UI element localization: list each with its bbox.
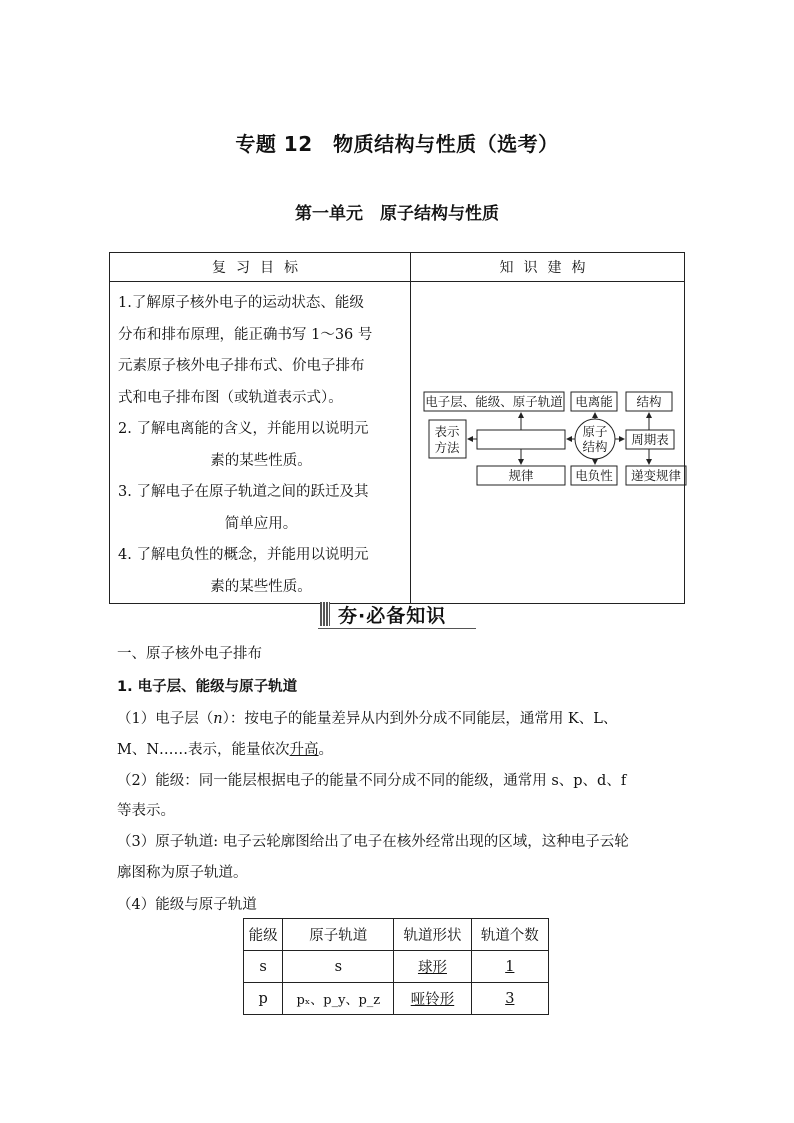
- banner-bar-icon: [320, 602, 330, 626]
- map-label-period: 周期表: [631, 432, 669, 447]
- map-label-orbitals: 电子层、能级、原子轨道: [425, 394, 563, 409]
- map-label-electroneg: 电负性: [575, 468, 613, 483]
- map-label-trend: 递变规律: [630, 468, 682, 483]
- knowledge-map: [411, 282, 699, 594]
- orbital-table-header: 轨道个数: [471, 919, 548, 951]
- orbital-table-header: 能级: [244, 919, 283, 951]
- paragraph-3-line1: （3）原子轨道: 电子云轮廓图给出了电子在核外经常出现的区域，这种电子云轮: [117, 834, 629, 850]
- orbital-table-header: 轨道形状: [394, 919, 471, 951]
- paragraph-3-line2: 廓图称为原子轨道。: [117, 865, 248, 881]
- cell-orbital: pₓ、p_y、p_z: [283, 983, 394, 1015]
- box-configuration: [477, 430, 565, 449]
- map-header: 知识建构: [411, 253, 685, 282]
- section-banner: [318, 600, 476, 629]
- cell-count: 3: [471, 983, 548, 1015]
- goal-line: 2. 了解电离能的含义，并能用以说明元: [118, 421, 369, 437]
- map-label-center-2: 结构: [582, 439, 608, 454]
- map-label-center-1: 原子: [582, 424, 608, 439]
- cell-count: 1: [471, 951, 548, 983]
- orbital-table: [243, 918, 549, 1015]
- cell-level: p: [244, 983, 283, 1015]
- map-label-repr-1: 表示: [434, 424, 460, 439]
- goal-line: 素的某些性质。: [210, 578, 312, 595]
- map-label-ionization: 电离能: [575, 394, 613, 409]
- paragraph-1-line1: （1）电子层（n）：按电子的能量差异从内到外分成不同能层，通常用 K、L、: [117, 711, 618, 727]
- goals-cell: [110, 282, 411, 604]
- goal-line: 素的某些性质。: [210, 452, 312, 469]
- heading-shells: 1. 电子层、能级与原子轨道: [117, 679, 298, 695]
- cell-orbital: s: [283, 951, 394, 983]
- table-row: [244, 983, 549, 1015]
- paragraph-1-line2: M、N……表示，能量依次升高。: [117, 742, 334, 758]
- goal-line: 元素原子核外电子排布式、价电子排布: [118, 358, 365, 374]
- overview-table: [109, 252, 685, 604]
- goal-line: 1.了解原子核外电子的运动状态、能级: [118, 295, 364, 311]
- table-row: [244, 951, 549, 983]
- goals-header: 复习目标: [110, 253, 411, 282]
- unit-title: 第一单元 原子结构与性质: [295, 204, 499, 224]
- goal-line: 3. 了解电子在原子轨道之间的跃迁及其: [118, 484, 369, 500]
- heading-electron-config: 一、原子核外电子排布: [117, 646, 262, 662]
- paragraph-4: （4）能级与原子轨道: [117, 897, 257, 913]
- map-label-rule: 规律: [508, 468, 534, 483]
- section-banner-text: 夯·必备知识: [338, 605, 447, 627]
- goal-line: 分布和排布原理，能正确书写 1～36 号: [118, 326, 373, 343]
- map-label-repr-2: 方法: [434, 440, 460, 455]
- paragraph-2-line1: （2）能级：同一能层根据电子的能量不同分成不同的能级，通常用 s、p、d、f: [117, 773, 627, 789]
- goal-line: 简单应用。: [224, 515, 298, 532]
- cell-level: s: [244, 951, 283, 983]
- cell-shape: 哑铃形: [394, 983, 471, 1015]
- paragraph-2-line2: 等表示。: [117, 803, 175, 819]
- goal-line: 式和电子排布图（或轨道表示式）。: [118, 389, 343, 406]
- goal-line: 4. 了解电负性的概念，并能用以说明元: [118, 547, 369, 563]
- knowledge-map-cell: [411, 282, 685, 604]
- page-title: 专题 12 物质结构与性质（选考）: [235, 132, 559, 156]
- cell-shape: 球形: [394, 951, 471, 983]
- orbital-table-header: 原子轨道: [283, 919, 394, 951]
- map-label-structure: 结构: [636, 394, 662, 409]
